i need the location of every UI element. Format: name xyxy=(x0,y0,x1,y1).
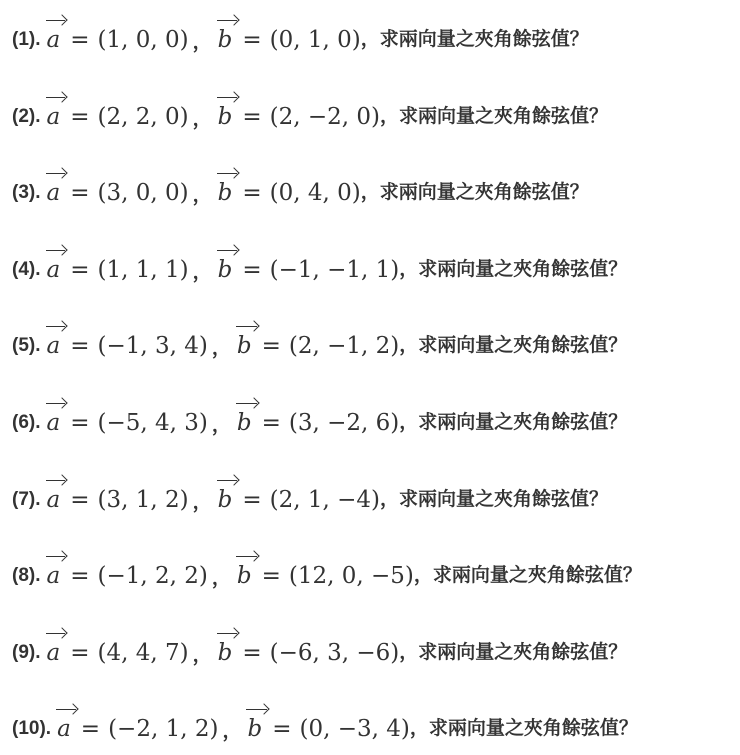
vector-a-symbol: a xyxy=(46,563,61,590)
vector-b-symbol: b xyxy=(217,27,233,53)
equals-sign: = xyxy=(242,639,262,666)
question-text: ，求兩向量之夾角餘弦值？ xyxy=(413,565,642,587)
equals-sign: = xyxy=(70,256,90,283)
separator: ， xyxy=(211,415,231,436)
vector-b-value: (2, 1, −4) xyxy=(269,486,380,513)
separator: ， xyxy=(222,721,242,743)
vector-b-value: (0, −3, 4) xyxy=(299,716,410,743)
vector-a-symbol: a xyxy=(46,180,61,207)
vector-b-value: (0, 1, 0) xyxy=(269,27,361,53)
equals-sign: = xyxy=(272,716,292,743)
vector-b-expression xyxy=(245,715,409,743)
problem-item xyxy=(12,550,642,590)
vector-a-expression xyxy=(45,103,189,131)
vector-b-symbol: b xyxy=(236,410,252,436)
vector-a-expression xyxy=(45,409,208,437)
problem-label: (7). xyxy=(12,488,41,510)
vector-b-symbol: b xyxy=(217,486,233,513)
vector-a-expression xyxy=(45,26,189,54)
vector-a-expression xyxy=(45,256,189,284)
vector-b-value: (12, 0, −5) xyxy=(288,563,414,590)
vector-a-value: (4, 4, 7) xyxy=(97,639,189,666)
vector-b-expression xyxy=(235,409,399,437)
vector-b-value: (−6, 3, −6) xyxy=(269,639,400,666)
problem-item xyxy=(12,397,627,437)
vector-a-symbol: a xyxy=(46,410,61,436)
vector-b-expression xyxy=(216,639,400,667)
separator: ， xyxy=(192,644,212,666)
vector-a-value: (1, 1, 1) xyxy=(97,256,189,283)
vector-a-expression xyxy=(45,486,189,514)
problem-label: (1). xyxy=(12,29,41,50)
question-text: ，求兩向量之夾角餘弦值？ xyxy=(360,182,589,204)
vector-a-value: (2, 2, 0) xyxy=(97,103,189,130)
question-text: ，求兩向量之夾角餘弦值？ xyxy=(380,105,609,127)
separator: ， xyxy=(211,568,231,590)
equals-sign: = xyxy=(242,103,262,130)
vector-a-expression xyxy=(45,332,208,360)
vector-a-value: (−1, 2, 2) xyxy=(97,563,208,590)
vector-b-symbol: b xyxy=(217,180,233,207)
equals-sign: = xyxy=(242,180,262,207)
vector-a-symbol: a xyxy=(46,486,61,513)
equals-sign: = xyxy=(70,639,90,666)
problem-label: (2). xyxy=(12,105,41,127)
separator: ， xyxy=(192,108,212,130)
vector-b-value: (−1, −1, 1) xyxy=(269,256,400,283)
vector-b-symbol: b xyxy=(217,256,233,283)
vector-b-expression xyxy=(216,179,361,207)
question-text: ，求兩向量之夾角餘弦值？ xyxy=(380,488,609,510)
vector-b-expression xyxy=(216,486,380,514)
separator: ， xyxy=(192,261,212,283)
problem-label: (10). xyxy=(12,718,52,740)
problem-label: (4). xyxy=(12,258,41,280)
vector-b-expression xyxy=(235,332,399,360)
vector-a-symbol: a xyxy=(46,103,61,130)
equals-sign: = xyxy=(70,410,90,436)
problem-item xyxy=(12,474,608,514)
equals-sign: = xyxy=(261,410,281,436)
vector-a-symbol: a xyxy=(57,716,71,743)
problem-label: (3). xyxy=(12,182,41,204)
separator: ， xyxy=(192,185,212,207)
problem-label: (5). xyxy=(12,335,41,357)
vector-a-value: (−2, 1, 2) xyxy=(108,716,219,743)
vector-a-symbol: a xyxy=(46,333,61,360)
problem-item xyxy=(12,14,589,54)
vector-a-expression xyxy=(55,715,218,743)
equals-sign: = xyxy=(70,27,90,53)
problem-item xyxy=(12,91,608,131)
equals-sign: = xyxy=(80,716,101,743)
question-text: ，求兩向量之夾角餘弦值？ xyxy=(399,258,628,280)
problem-item xyxy=(12,703,638,743)
vector-a-value: (−5, 4, 3) xyxy=(97,410,208,436)
vector-b-expression xyxy=(216,26,361,54)
vector-a-symbol: a xyxy=(46,27,61,53)
vector-b-expression xyxy=(235,562,414,590)
vector-a-expression xyxy=(45,179,189,207)
separator: ， xyxy=(192,32,212,53)
vector-b-expression xyxy=(216,103,380,131)
vector-a-expression xyxy=(45,639,189,667)
separator: ， xyxy=(192,491,212,513)
problem-item xyxy=(12,627,627,667)
equals-sign: = xyxy=(70,103,90,130)
vector-b-expression xyxy=(216,256,400,284)
vector-a-expression xyxy=(45,562,208,590)
vector-b-value: (0, 4, 0) xyxy=(269,180,361,207)
equals-sign: = xyxy=(242,256,262,283)
separator: ， xyxy=(211,338,231,360)
vector-b-symbol: b xyxy=(247,716,263,743)
problem-label: (9). xyxy=(12,641,41,663)
equals-sign: = xyxy=(70,180,90,207)
equals-sign: = xyxy=(242,486,262,513)
vector-b-symbol: b xyxy=(217,103,233,130)
problem-item xyxy=(12,320,627,360)
problem-label: (6). xyxy=(12,412,41,433)
vector-b-value: (2, −1, 2) xyxy=(288,333,400,360)
equals-sign: = xyxy=(261,563,281,590)
equals-sign: = xyxy=(70,563,90,590)
question-text: ，求兩向量之夾角餘弦值？ xyxy=(409,718,638,740)
vector-a-value: (3, 1, 2) xyxy=(97,486,189,513)
equals-sign: = xyxy=(242,27,262,53)
vector-b-symbol: b xyxy=(236,563,252,590)
problem-item xyxy=(12,167,589,207)
vector-b-symbol: b xyxy=(217,639,233,666)
equals-sign: = xyxy=(70,333,90,360)
equals-sign: = xyxy=(261,333,281,360)
vector-a-value: (3, 0, 0) xyxy=(97,180,189,207)
vector-b-value: (3, −2, 6) xyxy=(288,410,400,436)
vector-b-value: (2, −2, 0) xyxy=(269,103,380,130)
vector-a-symbol: a xyxy=(46,639,61,666)
vector-a-value: (1, 0, 0) xyxy=(97,27,189,53)
equals-sign: = xyxy=(70,486,90,513)
problem-item xyxy=(12,244,627,284)
question-text: ，求兩向量之夾角餘弦值？ xyxy=(399,641,628,663)
question-text: ，求兩向量之夾角餘弦值？ xyxy=(399,412,628,433)
question-text: ，求兩向量之夾角餘弦值？ xyxy=(360,29,589,50)
vector-a-value: (−1, 3, 4) xyxy=(97,333,208,360)
vector-a-symbol: a xyxy=(46,256,61,283)
question-text: ，求兩向量之夾角餘弦值？ xyxy=(399,335,628,357)
problem-label: (8). xyxy=(12,565,41,587)
vector-b-symbol: b xyxy=(236,333,252,360)
